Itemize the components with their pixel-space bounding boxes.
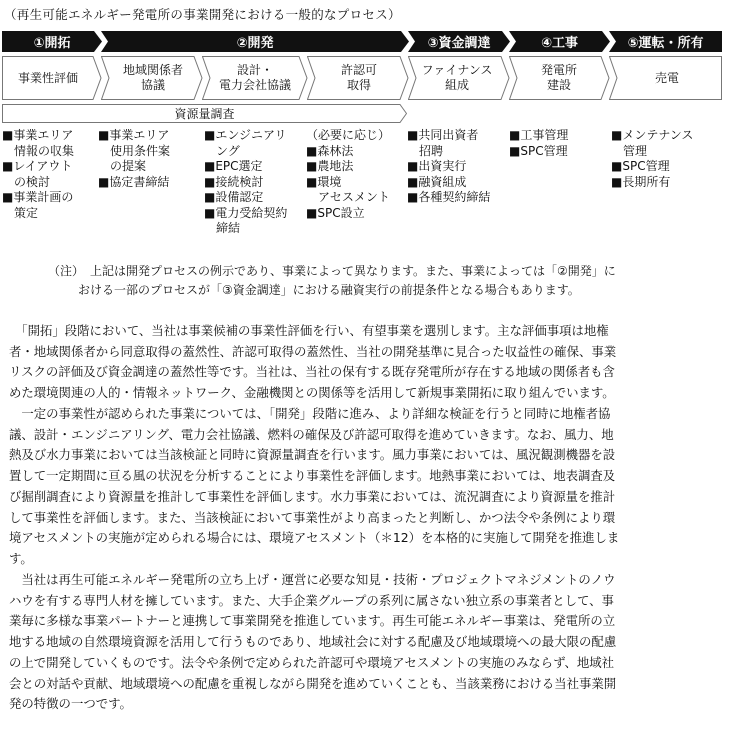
task-item: ■工事管理 bbox=[509, 128, 569, 142]
task-item: ング bbox=[204, 143, 240, 158]
task-item: ■環境 bbox=[306, 174, 342, 189]
task-item: の検討 bbox=[2, 174, 51, 189]
paragraph-line: 地する地域の自然環境資源を活用して行うものであり、地域社会に対する配慮及び地域環境への最大限の配慮 bbox=[9, 634, 617, 650]
task-item: ■SPC管理 bbox=[611, 159, 670, 173]
task-item: ■メンテナンス bbox=[611, 128, 694, 142]
step-plant-construction: 発電所 建設 bbox=[540, 63, 577, 92]
stage-development bbox=[101, 31, 409, 52]
paragraph-line: 者・地域関係者から同意取得の蓋然性、許認可取得の蓋然性、当社の開発基準に見合った収益性の確保、事業 bbox=[9, 343, 617, 359]
paragraph-line: 境アセスメントの実施が定められる場合には、環境アセスメント（＊12）を本格的に実施して開発を推進しま bbox=[9, 530, 620, 546]
paragraph-line: の上で開発していくものです。法令や条例で定められた許認可や環境アセスメントの実施のみならず、地域社 bbox=[9, 654, 615, 670]
task-item: ■共同出資者 bbox=[407, 128, 479, 142]
task-item: ■各種契約締結 bbox=[407, 190, 491, 204]
step-design-utility: 設計・ 電力会社協議 bbox=[218, 63, 291, 92]
tasks-operation bbox=[611, 128, 693, 190]
step-feasibility: 事業性評価 bbox=[17, 70, 78, 85]
tasks-design-utility bbox=[204, 128, 287, 237]
paragraph-line: 一定の事業性が認められた事業については、「開発」段階に進み、より詳細な検証を行うと同時に地権者協 bbox=[9, 406, 611, 421]
paragraph-company-strengths bbox=[9, 570, 724, 715]
paragraph-line: して事業性を評価します。また、当該検証において事業性がより高まったと判断し、かつ法令や条例により環 bbox=[9, 509, 616, 525]
stage-construction-label: ④工事 bbox=[540, 36, 578, 51]
stage-financing bbox=[408, 31, 510, 52]
task-item: （必要に応じ） bbox=[306, 128, 391, 142]
task-item: 招聘 bbox=[407, 143, 444, 158]
task-item: ■農地法 bbox=[306, 159, 354, 173]
task-item: ■出資実行 bbox=[407, 159, 467, 173]
stage-operation bbox=[609, 31, 722, 52]
stage-pioneer bbox=[2, 31, 102, 52]
tasks-local-consultation bbox=[98, 128, 170, 190]
tasks-permits bbox=[306, 128, 390, 221]
stage-development-label: ②開発 bbox=[236, 36, 274, 51]
paragraph-line: 議、設計・エンジニアリング、電力会社協議、燃料の確保及び許認可取得を進めていきます。なお、風力、地 bbox=[9, 426, 614, 442]
footnote-line: おける一部のプロセスが「③資金調達」における融資実行の前提条件となる場合もあります。 bbox=[78, 283, 580, 297]
task-item: 情報の収集 bbox=[2, 143, 75, 158]
step-local-consultation: 地域関係者 協議 bbox=[122, 63, 183, 92]
task-item: ■事業エリア bbox=[2, 128, 74, 142]
task-item: ■接続検討 bbox=[204, 174, 264, 189]
footnote-line: （注） 上記は開発プロセスの例示であり、事業によって異なります。また、事業によっては「②開発」に bbox=[48, 264, 616, 278]
task-item: の提案 bbox=[98, 159, 147, 173]
task-item: ■レイアウト bbox=[2, 159, 73, 173]
task-item: ■電力受給契約 bbox=[204, 205, 288, 220]
task-item: ■長期所有 bbox=[611, 174, 671, 189]
task-item: ■事業エリア bbox=[98, 128, 170, 142]
paragraph-line: 「開拓」段階において、当社は事業候補の事業性評価を行い、有望事業を選別します。主な評価事項は地権 bbox=[9, 323, 609, 338]
stage-construction bbox=[509, 31, 610, 52]
step-financing: ファイナンス 組成 bbox=[421, 63, 493, 92]
tasks-financing bbox=[407, 128, 490, 206]
paragraph-development bbox=[9, 404, 724, 570]
stage-financing-label: ③資金調達 bbox=[427, 36, 491, 51]
resource-survey-label: 資源量調査 bbox=[174, 107, 235, 121]
paragraph-pioneer bbox=[9, 321, 724, 404]
footnote bbox=[48, 262, 728, 300]
task-item: ■SPC管理 bbox=[509, 143, 568, 158]
task-item: ■設備認定 bbox=[204, 190, 264, 204]
paragraph-line: び掘削調査により資源量を推計して事業性を評価します。水力事業においては、流況調査により資源量を推計 bbox=[9, 488, 616, 504]
paragraph-line: 熱及び水力事業においては当該検証と同時に資源量調査を行います。風力事業においては、風況観測機器を設 bbox=[9, 447, 616, 463]
paragraph-line: リスクの評価及び資金調達の蓋然性等です。当社は、当社の保有する既存発電所が存在する地域の関係者も含 bbox=[9, 364, 615, 380]
task-item: ■融資組成 bbox=[407, 174, 467, 189]
step-power-sales: 売電 bbox=[654, 70, 679, 85]
task-item: ■エンジニアリ bbox=[204, 128, 287, 142]
task-item: ■EPC選定 bbox=[204, 159, 263, 173]
paragraph-line: 業毎に多様な事業パートナーと連携して事業開発を推進しています。再生可能エネルギー事業は、発電所の立 bbox=[9, 613, 616, 629]
tasks-construction bbox=[509, 128, 568, 159]
task-item: 締結 bbox=[204, 221, 241, 235]
task-item: ■森林法 bbox=[306, 143, 354, 158]
tasks-pioneer bbox=[2, 128, 74, 221]
task-item: ■事業計画の bbox=[2, 190, 74, 204]
paragraph-line: す。 bbox=[9, 550, 33, 566]
task-item: ■SPC設立 bbox=[306, 205, 365, 220]
stage-operation-label: ⑤運転・所有 bbox=[627, 36, 704, 51]
paragraph-line: 会との対話や貢献、地域環境への配慮を重視しながら開発を進めていくことも、当該業務における当社事業開 bbox=[9, 675, 617, 691]
task-item: アセスメント bbox=[306, 190, 390, 204]
task-item: 策定 bbox=[2, 205, 39, 220]
task-item: ■協定書締結 bbox=[98, 174, 170, 189]
paragraph-line: 発の特徴の一つです。 bbox=[9, 696, 132, 712]
task-item: 使用条件案 bbox=[98, 143, 171, 158]
task-item: 管理 bbox=[611, 143, 648, 158]
paragraph-line: 当社は再生可能エネルギー発電所の立ち上げ・運営に必要な知見・技術・プロジェクトマネジメントのノウ bbox=[9, 572, 616, 587]
paragraph-line: めた環境関連の人的・情報ネットワーク、金融機関との関係等を活用して新規事業開拓に取り組んでいます。 bbox=[9, 385, 615, 401]
diagram-caption: （再生可能エネルギー発電所の事業開発における一般的なプロセス） bbox=[4, 7, 401, 22]
paragraph-line: 置して一定期間に亘る風の状況を分析することにより事業性を評価します。地熱事業においては、地表調査及 bbox=[9, 468, 616, 484]
paragraph-line: ハウを有する専門人材を擁しています。また、大手企業グループの系列に属さない独立系の事業者として、事 bbox=[9, 592, 614, 608]
stage-pioneer-label: ①開拓 bbox=[33, 36, 71, 51]
step-permits: 許認可 取得 bbox=[340, 63, 377, 92]
